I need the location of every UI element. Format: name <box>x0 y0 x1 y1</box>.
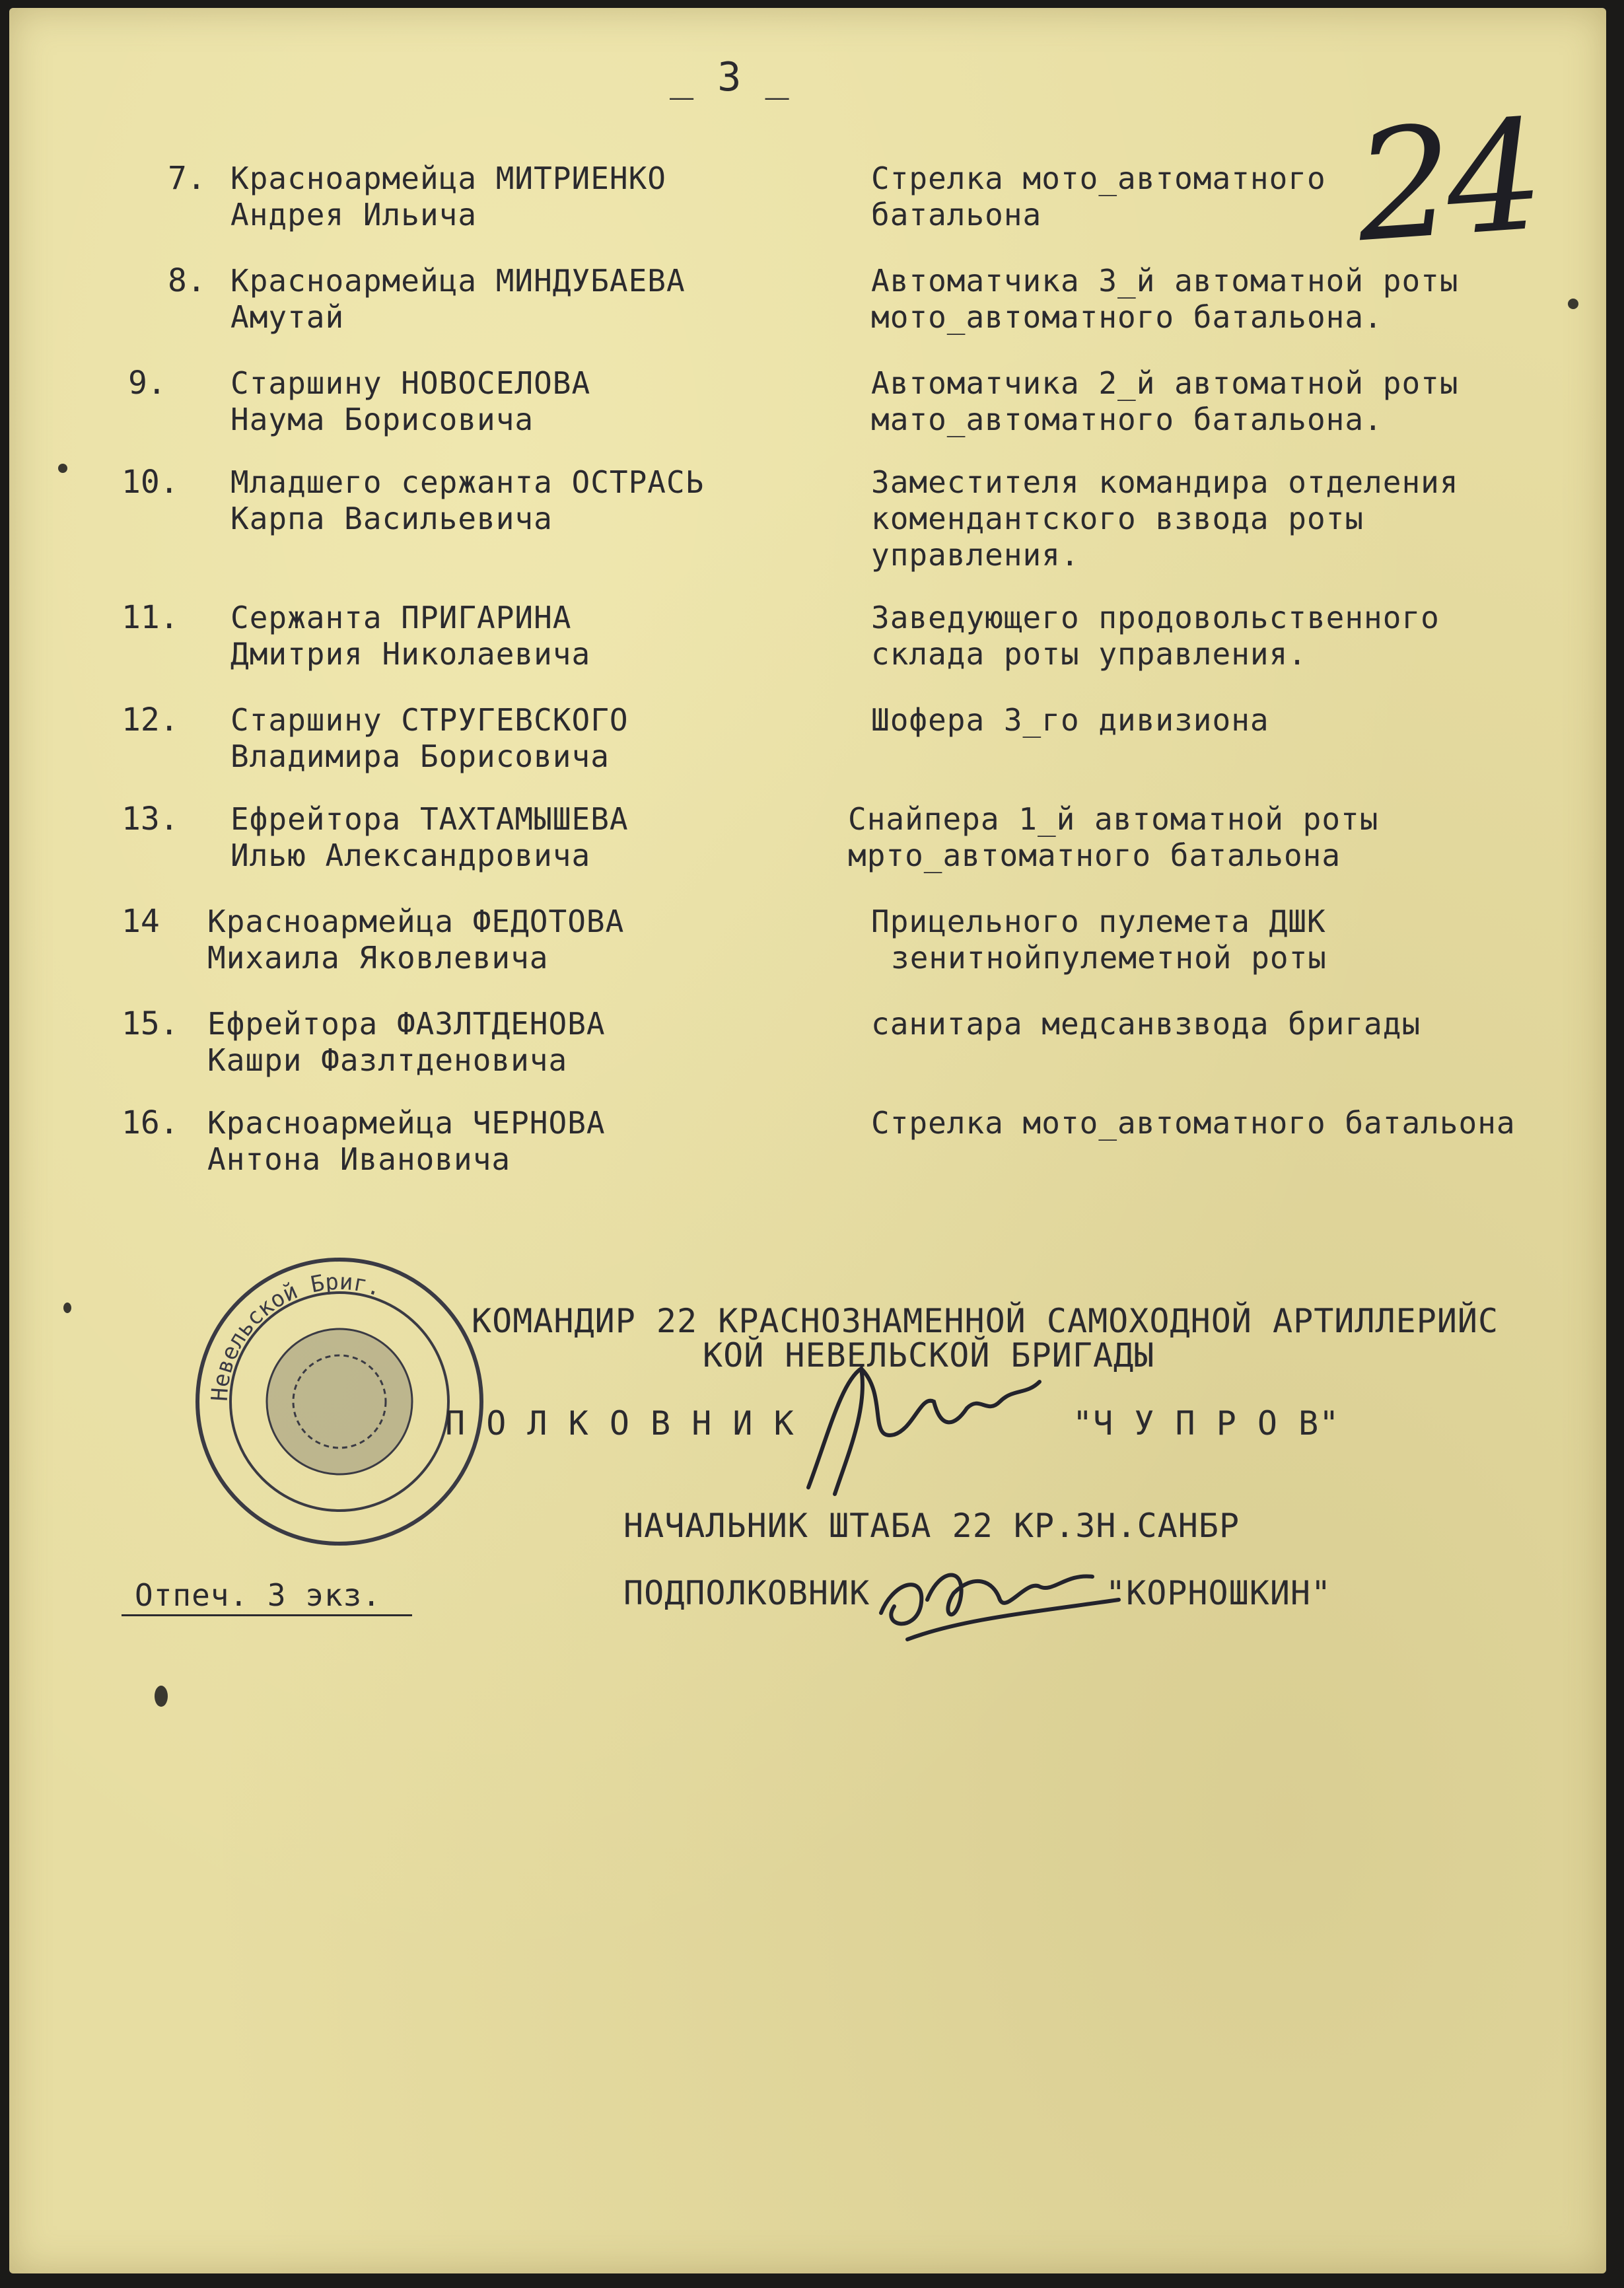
entry-first-name: Наума Борисовича <box>230 402 534 437</box>
entry-position-line-1: Снайпера 1_й автоматной роты <box>848 801 1379 837</box>
handwritten-page-number: 24 <box>1351 87 1543 277</box>
chief-of-staff-signature <box>868 1540 1145 1659</box>
paper-speck <box>155 1686 168 1707</box>
entry-number: 15. <box>122 1005 179 1042</box>
entry-position-line-2: зенитнойпулеметной роты <box>891 940 1327 976</box>
stamp-text: Невельской Бриг. <box>206 1268 385 1402</box>
entry-number: 14 <box>122 903 160 940</box>
entry-rank-name: Сержанта ПРИГАРИНА <box>230 600 572 635</box>
entry-position-line-2: батальона <box>871 197 1042 232</box>
entry-position-line-2: мрто_автоматного батальона <box>848 838 1341 873</box>
entry-position-line-1: санитара медсанвзвода бригады <box>871 1006 1421 1042</box>
paper-speck <box>58 464 67 473</box>
entry-position-line-1: Стрелка мото_автоматного батальона <box>871 1105 1516 1141</box>
entry-position-line-1: Заведующего продовольственного <box>871 600 1440 635</box>
entry-number: 7. <box>168 160 206 197</box>
entry-first-name: Амутай <box>230 299 345 335</box>
entry-rank-name: Старшину НОВОСЕЛОВА <box>230 365 591 401</box>
entry-first-name: Владимира Борисовича <box>230 738 610 774</box>
entry-number: 16. <box>122 1104 179 1141</box>
entry-number: 10. <box>122 464 179 501</box>
entry-position-line-3: управления. <box>871 537 1080 573</box>
entry-rank-name: Красноармейца МИНДУБАЕВА <box>230 263 686 299</box>
paper-speck <box>1568 299 1578 309</box>
entry-number: 11. <box>122 599 179 636</box>
entry-first-name: Карпа Васильевича <box>230 501 553 536</box>
entry-rank-name: Младшего сержанта ОСТРАСЬ <box>230 464 705 500</box>
entry-position-line-2: мото_автоматного батальона. <box>871 299 1383 335</box>
entry-position-line-1: Шофера 3_го дивизиона <box>871 702 1269 738</box>
entry-position-line-1: Автоматчика 2_й автоматной роты <box>871 365 1459 401</box>
brigade-stamp <box>188 1250 491 1554</box>
entry-position-line-1: Стрелка мото_автоматного <box>871 161 1326 196</box>
commander-rank: П О Л К О В Н И К <box>445 1404 794 1443</box>
entry-first-name: Антона Ивановича <box>207 1141 511 1177</box>
entry-rank-name: Красноармейца ФЕДОТОВА <box>207 904 625 939</box>
entry-number: 8. <box>168 262 206 299</box>
entry-position-line-2: склада роты управления. <box>871 636 1307 672</box>
entry-rank-name: Ефрейтора ТАХТАМЫШЕВА <box>230 801 629 837</box>
commander-title-line-2: КОЙ НЕВЕЛЬСКОЙ БРИГАДЫ <box>703 1336 1155 1375</box>
entry-first-name: Дмитрия Николаевича <box>230 636 591 672</box>
chief-of-staff-rank: ПОДПОЛКОВНИК <box>623 1574 870 1612</box>
entry-rank-name: Красноармейца ЧЕРНОВА <box>207 1105 606 1141</box>
paper-speck <box>63 1303 71 1313</box>
entry-position-line-1: Заместителя командира отделения <box>871 464 1459 500</box>
commander-name: "Ч У П Р О В" <box>1073 1404 1340 1443</box>
entry-number: 9. <box>128 365 166 402</box>
commander-signature <box>789 1355 1066 1507</box>
entry-position-line-2: комендантского взвода роты <box>871 501 1364 536</box>
entry-rank-name: Ефрейтора ФАЗЛТДЕНОВА <box>207 1006 606 1042</box>
commander-title-line-1: КОМАНДИР 22 КРАСНОЗНАМЕННОЙ САМОХОДНОЙ АРТИЛЛЕРИЙС <box>472 1302 1499 1340</box>
chief-of-staff-title: НАЧАЛЬНИК ШТАБА 22 КР.ЗН.САНБР <box>623 1507 1240 1545</box>
entry-position-line-1: Прицельного пулемета ДШК <box>871 904 1326 939</box>
document-sheet <box>9 8 1606 2273</box>
entry-rank-name: Красноармейца МИТРИЕНКО <box>230 161 666 196</box>
entry-position-line-2: мато_автоматного батальона. <box>871 402 1383 437</box>
entry-first-name: Илью Александровича <box>230 838 591 873</box>
entry-first-name: Михаила Яковлевича <box>207 940 549 976</box>
entry-position-line-1: Автоматчика 3_й автоматной роты <box>871 263 1459 299</box>
entry-number: 12. <box>122 701 179 738</box>
entry-rank-name: Старшину СТРУГЕВСКОГО <box>230 702 629 738</box>
chief-of-staff-name: "КОРНОШКИН" <box>1106 1574 1332 1612</box>
entry-first-name: Андрея Ильича <box>230 197 477 232</box>
entry-first-name: Кашри Фазлтденовича <box>207 1042 568 1078</box>
copies-note: Отпеч. 3 экз. <box>135 1577 382 1613</box>
copies-note-underline <box>122 1614 412 1616</box>
page-number: _ 3 _ <box>670 54 789 100</box>
entry-number: 13. <box>122 801 179 838</box>
